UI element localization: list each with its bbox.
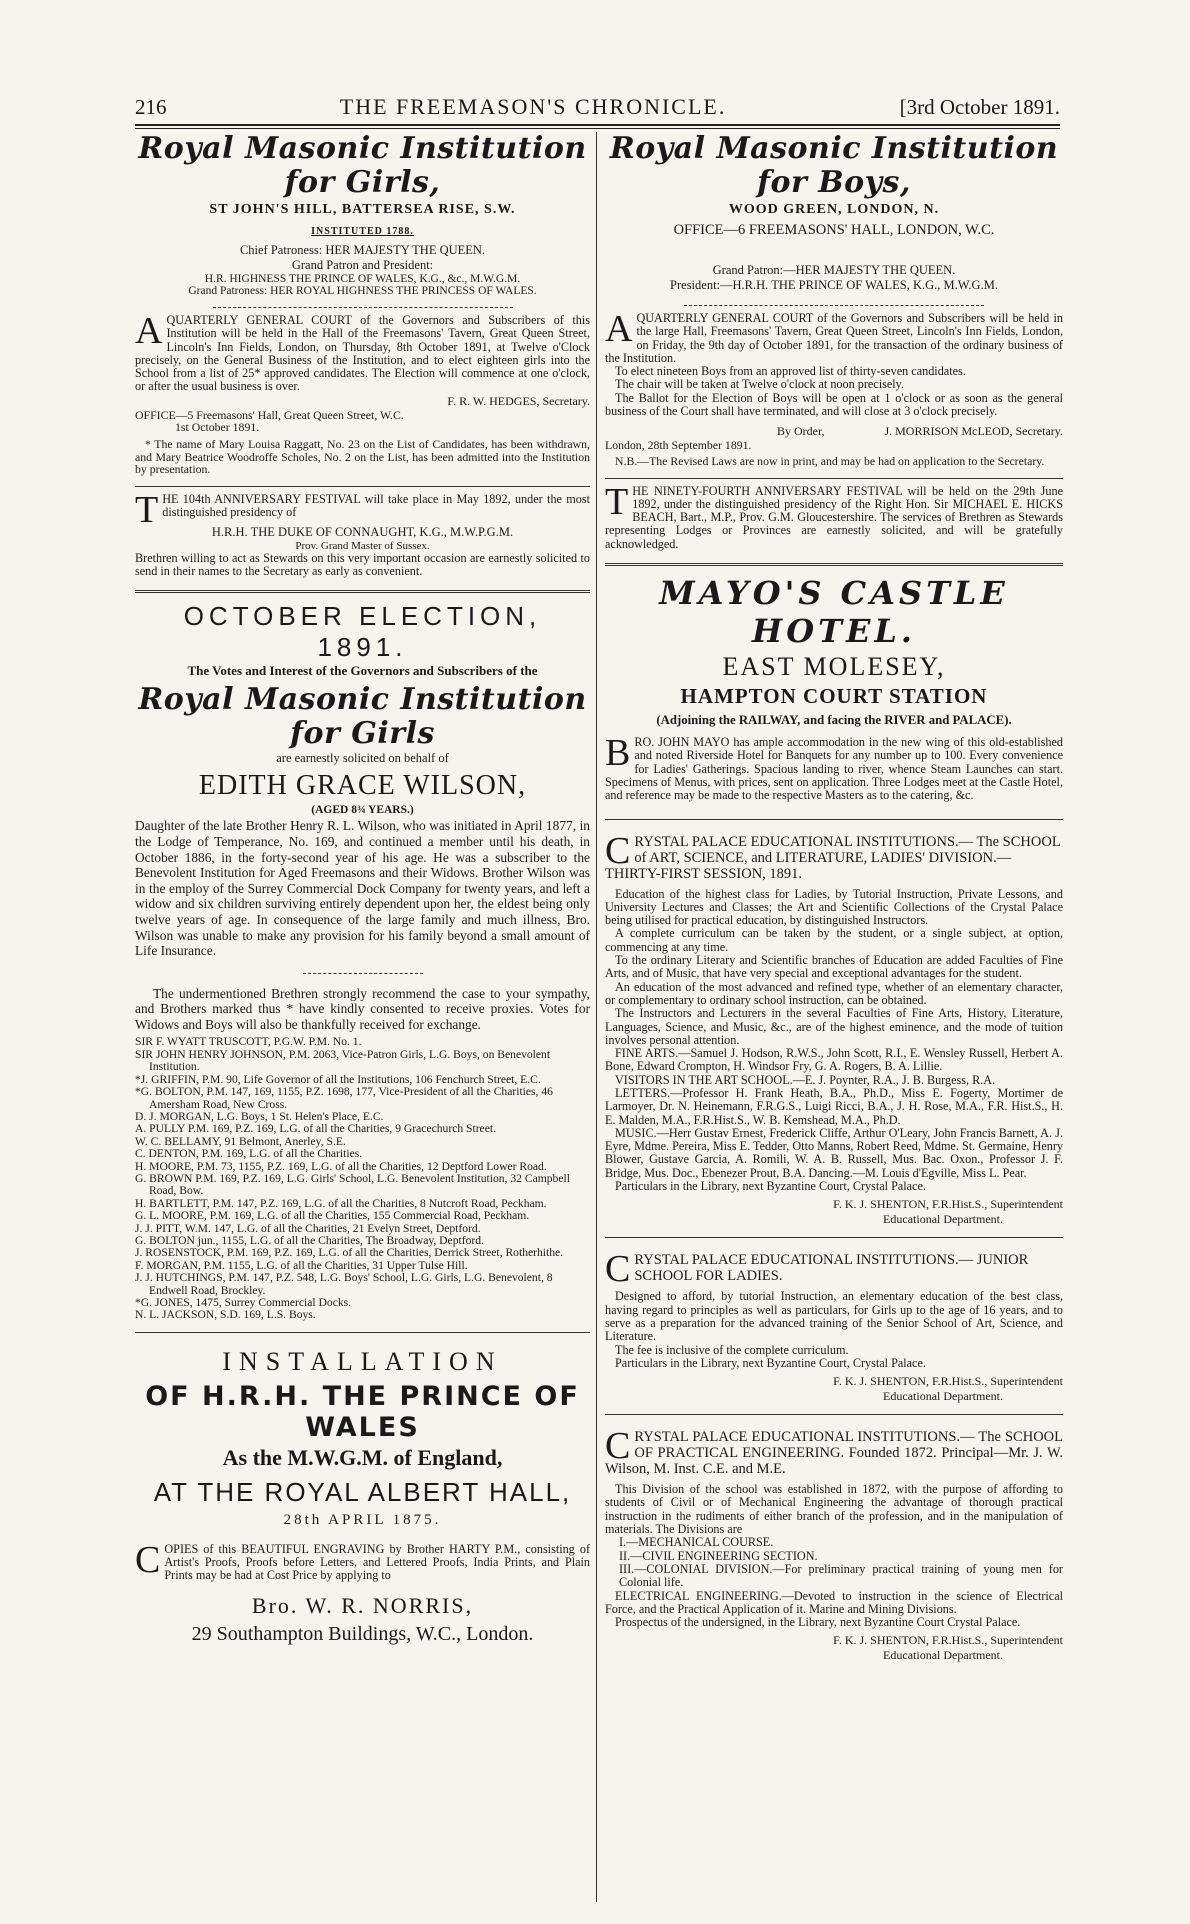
list-item: MUSIC.—Herr Gustav Ernest, Frederick Cliffe, Arthur O'Leary, John Francis Barnett, A. J. Eyre, Mdme. Pereira, Miss E. Tedder, Otto Manns, Robert Reed, Mdme. St. Germaine, Henry Blower, Gustave Garcia, A. Romili, W. A. B. Russell, Mus. Bac. Oxon., Professor J. F. Bridge, Mus. Doc., Ebenezer Prout, B.A. Dancing.—M. Louis d'Egville, Miss L. Pear. <box>605 1125 1063 1180</box>
separator <box>605 478 1063 479</box>
crystal2-department: Educational Department. <box>883 1389 1003 1404</box>
girls-patron: H.R. HIGHNESS THE PRINCE OF WALES, K.G., &c., M.W.G.M. <box>204 273 521 285</box>
dropcap: B <box>605 732 631 775</box>
dropcap: C <box>605 1425 631 1468</box>
crystal1-heading-block <box>605 829 1063 882</box>
crystal2-signature: F. K. J. SHENTON, F.R.Hist.S., Superintendent <box>833 1374 1063 1389</box>
dropcap: C <box>605 1248 631 1291</box>
girls-office-date: 1st October 1891. <box>175 420 260 435</box>
installation-copies-text: OPIES of this BEAUTIFUL ENGRAVING by Brother HARTY P.M., consisting of Artist's Proofs, Proofs before Letters, and Lettered Proofs, India Prints, and Plain Prints may be had at Cost Price by applying to <box>164 1541 590 1583</box>
list-item: J. ROSENSTOCK, P.M. 169, P.Z. 169, L.G. of all the Charities, Derrick Street, Rotherhithe. <box>135 1246 564 1260</box>
boys-office: OFFICE—6 FREEMASONS' HALL, LONDON, W.C. <box>673 222 995 238</box>
girls-festival-text: HE 104th ANNIVERSARY FESTIVAL will take place in May 1892, under the most distinguished presidency of <box>162 491 590 520</box>
girls-court-text: QUARTERLY GENERAL COURT of the Governors and Subscribers of this Institution will be held in the Hall of the Freemasons' Tavern, Great Queen Street, Lincoln's Inn Fields, London, on Thursday, 8th October 1891, at Twelve o'Clock precisely, on the General Business of the Institution, and to elect eighteen girls into the School from a list of 25* approved candidates. The Election will commence at one o'clock, or after the usual business is over. <box>135 313 590 394</box>
girls-instituted: INSTITUTED 1788. <box>311 226 414 237</box>
crystal3-heading: RYSTAL PALACE EDUCATIONAL INSTITUTIONS.— The SCHOOL OF PRACTICAL ENGINEERING. Founded 1872. Principal—Mr. J. W. Wilson, M. Inst. C.E. and M.E. <box>605 1429 1063 1478</box>
list-item: An education of the most advanced and refined type, whether of an elementary character, or complementary to ordinary school instruction, can be obtained. <box>605 979 1063 1007</box>
boys-festival-text: HE NINETY-FOURTH ANNIVERSARY FESTIVAL will be held on the 29th June 1892, under the distinguished presidency of the Right Hon. Sir MICHAEL E. HICKS BEACH, Bart., M.P., Prov. G.M. Gloucestershire. The services of Brethren as Stewards representing Lodges or Provinces are earnestly solicited, and will be gratefully acknowledged. <box>605 483 1063 551</box>
list-item: D. J. MORGAN, L.G. Boys, 1 St. Helen's Place, E.C. <box>135 1109 384 1123</box>
brethren-list <box>135 1036 590 1321</box>
candidate-age: (AGED 8¾ YEARS.) <box>311 804 414 817</box>
list-item: H. MOORE, P.M. 73, 1155, P.Z. 169, L.G. of all the Charities, 12 Deptford Lower Road. <box>135 1159 547 1173</box>
installation-advert <box>135 1347 590 1646</box>
list-item: II.—CIVIL ENGINEERING SECTION. <box>619 1548 818 1563</box>
boys-festival-notice <box>605 480 1063 551</box>
boys-court-text: QUARTERLY GENERAL COURT of the Governors and Subscribers will be held in the large Hall, Freemasons' Tavern, Great Queen Street, Lincoln's Inn Fields, London, on Friday, the 9th day of October 1891, for the transaction of the ordinary business of the Institution. <box>605 311 1063 365</box>
list-item: I.—MECHANICAL COURSE. <box>619 1535 774 1550</box>
list-item: A. PULLY P.M. 169, P.Z. 169, L.G. of all the Charities, 9 Gracechurch Street. <box>135 1122 496 1136</box>
boys-by-order: By Order, <box>776 424 825 439</box>
girls-festival-prov: Prov. Grand Master of Sussex. <box>295 539 430 552</box>
crystal1-heading: RYSTAL PALACE EDUCATIONAL INSTITUTIONS.— The SCHOOL of ART, SCIENCE, and LITERATURE, LADIES' DIVISION.—THIRTY-FIRST SESSION, 1891. <box>605 833 1061 882</box>
installation-prince: OF H.R.H. THE PRINCE OF WALES <box>145 1380 580 1443</box>
boys-order <box>605 424 1063 439</box>
left-column <box>135 132 590 1902</box>
list-item: SIR F. WYATT TRUSCOTT, P.G.W. P.M. No. 1. <box>135 1035 362 1049</box>
right-column <box>605 132 1063 1902</box>
girls-address: ST JOHN'S HILL, BATTERSEA RISE, S.W. <box>209 202 516 217</box>
crystal-palace-engineering-school <box>605 1425 1063 1663</box>
mayo-hotel-advert <box>605 574 1063 802</box>
girls-office: OFFICE—5 Freemasons' Hall, Great Queen Street, W.C. <box>135 407 404 422</box>
list-item: A complete curriculum can be taken by the student, or a single subject, at option, commencing at any time. <box>605 926 1063 954</box>
list-item: Education of the highest class for Ladies, by Tutorial Instruction, Private Lessons, and University Lectures and Classes; the Art and Scientific Collections of the Crystal Palace being utilised for practical education, by distinguished Instructors. <box>605 886 1063 928</box>
separator <box>303 973 423 974</box>
separator <box>605 563 1063 566</box>
girls-patron-label: Grand Patron and President: <box>291 258 434 272</box>
crystal-palace-junior-school <box>605 1248 1063 1404</box>
separator <box>605 819 1063 820</box>
crystal3-prospectus: Prospectus of the undersigned, in the Library, next Byzantine Court Crystal Palace. <box>615 1615 1021 1630</box>
mayo-station: HAMPTON COURT STATION <box>680 684 988 709</box>
election-solicited: are earnestly solicited on behalf of <box>276 751 449 766</box>
crystal1-signature: F. K. J. SHENTON, F.R.Hist.S., Superintendent <box>833 1197 1063 1212</box>
separator <box>135 486 590 487</box>
list-item: W. C. BELLAMY, 91 Belmont, Anerley, S.E. <box>135 1134 346 1148</box>
girls-chief-patroness: Chief Patroness: HER MAJESTY THE QUEEN. <box>239 243 486 257</box>
list-item: G. BOLTON jun., 1155, L.G. of all the Charities, The Broadway, Deptford. <box>135 1233 484 1247</box>
girls-institution-notice <box>135 132 590 578</box>
crystal3-electrical: ELECTRICAL ENGINEERING.—Devoted to instruction in the science of Electrical Force, and the Practical Application of it. Marine and Mining Divisions. <box>605 1588 1063 1616</box>
boys-court-notice <box>605 308 1063 365</box>
girls-note: * The name of Mary Louisa Raggatt, No. 23 on the List of Candidates, has been withdrawn, and Mary Beatrice Woodroffe Scholes, No. 2 on the List, has been admitted into the Institution by presentation. <box>135 436 590 477</box>
girls-grand-patroness: Grand Patroness: HER ROYAL HIGHNESS THE PRINCESS OF WALES. <box>188 285 537 297</box>
girls-festival-stewards: Brethren willing to act as Stewards on this very important occasion are earnestly solicited to send in their names to the Secretary as early as convenient. <box>135 550 590 579</box>
list-item: *J. GRIFFIN, P.M. 90, Life Governor of all the Institutions, 106 Fenchurch Street, E.C. <box>135 1072 541 1086</box>
separator <box>213 307 513 308</box>
dropcap: C <box>135 1538 161 1581</box>
list-item: VISITORS IN THE ART SCHOOL.—E. J. Poynter, R.A., J. B. Burgess, R.A. <box>615 1072 996 1087</box>
installation-bro: Bro. W. R. NORRIS, <box>251 1592 474 1618</box>
separator <box>135 590 590 593</box>
dropcap: C <box>605 829 631 872</box>
crystal1-department: Educational Department. <box>883 1212 1003 1227</box>
candidate-bio: Daughter of the late Brother Henry R. L. Wilson, who was initiated in April 1877, in the Lodge of Temperance, No. 169, and continued a member until his death, in October 1886, in the forty-second year of his age. He was a subscriber to the Benevolent Institution for Aged Freemasons and their Widows. Brother Wilson was in the employ of the Surrey Commercial Dock Company for twenty years, and left a widow and six children surviving entirely dependent upon her, the eldest being only twelve years of age. In consequence of the large family and much illness, Bro. Wilson was unable to make any provision for his family beyond a small amount of Life Insurance. <box>135 818 590 959</box>
crystal2-heading-block <box>605 1248 1063 1291</box>
crystal3-intro: This Division of the school was established in 1872, with the purpose of affording to students of Civil or of Mechanical Engineering the advantage of thorough practical instruction in the rudiments of either branch of the profession, and in the manipulation of materials. The Divisions are <box>605 1482 1063 1537</box>
mayo-text: RO. JOHN MAYO has ample accommodation in the new wing of this old-established and noted Riverside Hotel for Banquets for any number up to 100. Every convenience for Ladies' Gatherings. Spacious landing to river, whence Steam Launches can start. Specimens of Menus, with prices, sent on application. Three Lodges meet at the Castle Hotel, and reference may be made to the respective Masters as to the catering, &c. <box>605 735 1063 803</box>
boys-ballot: The Ballot for the Election of Boys will be open at 1 o'clock or as soon as the general business of the Court shall have terminated, and will close at 3 o'clock precisely. <box>605 390 1063 419</box>
list-item: Particulars in the Library, next Byzantine Court, Crystal Palace. <box>615 1355 926 1370</box>
crystal3-heading-block <box>605 1425 1063 1478</box>
list-item: *G. JONES, 1475, Surrey Commercial Docks. <box>135 1296 352 1309</box>
list-item: Particulars in the Library, next Byzantine Court, Crystal Palace. <box>615 1179 926 1194</box>
election-title: OCTOBER ELECTION, 1891. <box>183 601 542 663</box>
boys-nb: N.B.—The Revised Laws are now in print, and may be had on application to the Secretary. <box>615 453 1045 468</box>
installation-as: As the M.W.G.M. of England, <box>222 1444 503 1470</box>
list-item: FINE ARTS.—Samuel J. Hodson, R.W.S., John Scott, R.I., E. Wensley Russell, Herbert A. Bone, Edward Crompton, H. Windsor Fry, G. A. Rogers, B. A. Lillie. <box>605 1046 1063 1074</box>
installation-date: 28th APRIL 1875. <box>283 1511 442 1528</box>
crystal1-paragraphs <box>605 888 1063 1194</box>
list-item: N. L. JACKSON, S.D. 169, L.S. Boys. <box>135 1308 316 1322</box>
issue-date: [3rd October 1891. <box>899 95 1060 119</box>
boys-address: WOOD GREEN, LONDON, N. <box>728 202 940 217</box>
list-item: III.—COLONIAL DIVISION.—For preliminary practical training of young men for Colonial life. <box>619 1561 1063 1590</box>
header-rule-thin <box>135 128 1060 129</box>
mayo-text-block <box>605 732 1063 803</box>
newspaper-title: THE FREEMASON'S CHRONICLE. <box>339 94 727 119</box>
election-recommend: The undermentioned Brethren strongly recommend the case to your sympathy, and Brothers marked thus * have kindly consented to receive proxies. Votes for Widows and Boys will also be thankfully received for exchange. <box>135 985 590 1032</box>
installation-hall: AT THE ROYAL ALBERT HALL, <box>153 1476 572 1507</box>
dropcap: A <box>135 310 163 352</box>
crystal3-department: Educational Department. <box>883 1648 1003 1663</box>
boys-elect: To elect nineteen Boys from an approved list of thirty-seven candidates. <box>615 364 966 379</box>
election-institution: Royal Masonic Institution for Girls <box>138 682 587 752</box>
boys-patron: Grand Patron:—HER MAJESTY THE QUEEN. <box>712 263 956 277</box>
list-item: *G. BOLTON, P.M. 147, 169, 1155, P.Z. 1698, 177, Vice-President of all the Charities, 46 Amersham Road, New Cross. <box>135 1085 553 1111</box>
mayo-title: MAYO'S CASTLE HOTEL. <box>659 574 1009 651</box>
separator <box>605 1237 1063 1238</box>
column-divider <box>596 132 597 1902</box>
candidate-name: EDITH GRACE WILSON, <box>198 770 527 802</box>
separator <box>135 1332 590 1333</box>
crystal3-divisions <box>605 1536 1063 1589</box>
crystal2-paragraphs <box>605 1290 1063 1370</box>
boys-date: London, 28th September 1891. <box>605 438 752 453</box>
list-item: To the ordinary Literary and Scientific branches of Education are added Faculties of Fine Arts, and of Music, that have very special and exceptional advantages for the student. <box>605 953 1063 981</box>
crystal2-heading: RYSTAL PALACE EDUCATIONAL INSTITUTIONS.— JUNIOR SCHOOL FOR LADIES. <box>634 1252 1029 1285</box>
boys-president: President:—H.R.H. THE PRINCE OF WALES, K.G., M.W.G.M. <box>670 278 998 292</box>
separator <box>684 305 984 306</box>
mayo-adjoining: (Adjoining the RAILWAY, and facing the RIVER and PALACE). <box>656 713 1012 728</box>
list-item: The fee is inclusive of the complete curriculum. <box>615 1342 849 1357</box>
boys-institution-title: Royal Masonic Institution for Boys, <box>609 132 1059 200</box>
election-notice <box>135 601 590 1321</box>
list-item: F. MORGAN, P.M. 1155, L.G. of all the Charities, 31 Upper Tulse Hill. <box>135 1258 468 1272</box>
election-votes: The Votes and Interest of the Governors and Subscribers of the <box>187 663 538 679</box>
list-item: The Instructors and Lecturers in the several Faculties of Fine Arts, History, Literature, Languages, Science, and Music, &c., are of the highest eminence, and the mode of tuition involves personal attention. <box>605 1006 1063 1047</box>
boys-institution-notice <box>605 132 1063 551</box>
header-rule <box>135 124 1060 126</box>
list-item: H. BARTLETT, P.M. 147, P.Z. 169, L.G. of all the Charities, 8 Nutcroft Road, Peckham. <box>135 1196 547 1210</box>
dropcap: T <box>605 480 629 523</box>
list-item: LETTERS.—Professor H. Frank Heath, B.A., Ph.D., Miss E. Fogerty, Mortimer de Larmoyer, Dr. N. Heinemann, F.R.G.S., Luigi Ricci, B.A., J. H. Rose, M.A., F.R. Hist.S., H. E. Malden, M.A., F.R.Hist.S., W. B. Kemshead, M.A., Ph.D. <box>605 1085 1063 1127</box>
crystal-palace-art-school <box>605 829 1063 1228</box>
dropcap: T <box>135 488 159 531</box>
girls-festival-duke: H.R.H. THE DUKE OF CONNAUGHT, K.G., M.W.P.G.M. <box>211 524 514 539</box>
boys-chair: The chair will be taken at Twelve o'clock at noon precisely. <box>615 377 904 392</box>
girls-institution-title: Royal Masonic Institution for Girls, <box>138 132 587 200</box>
dropcap: A <box>605 308 633 350</box>
page-number: 216 <box>135 95 167 119</box>
separator <box>605 1414 1063 1415</box>
girls-secretary-signature: F. R. W. HEDGES, Secretary. <box>447 393 590 408</box>
list-item: Designed to afford, by tutorial Instruction, an elementary education of the best class, having regard to principles as well as particulars, for Girls up to the age of 16 years, and to serve as a preparation for the advanced training of the Senior School of Art, Science, and Literature. <box>605 1289 1063 1344</box>
girls-court-notice <box>135 310 590 394</box>
list-item: SIR JOHN HENRY JOHNSON, P.M. 2063, Vice-Patron Girls, L.G. Boys, on Benevolent Institution. <box>135 1047 551 1074</box>
girls-festival-notice <box>135 488 590 531</box>
list-item: C. DENTON, P.M. 169, L.G. of all the Charities. <box>135 1147 363 1161</box>
boys-secretary-signature: J. MORRISON McLEOD, Secretary. <box>884 424 1063 439</box>
list-item: J. J. HUTCHINGS, P.M. 147, P.Z. 548, L.G. Boys' School, L.G. Girls, L.G. Benevolent, 8 Endwell Road, Brockley. <box>135 1271 553 1297</box>
crystal3-signature: F. K. J. SHENTON, F.R.Hist.S., Superintendent <box>833 1633 1063 1648</box>
list-item: G. L. MOORE, P.M. 169, L.G. of all the Charities, 155 Commercial Road, Peckham. <box>135 1209 530 1223</box>
masthead <box>135 96 1060 120</box>
installation-title: INSTALLATION <box>222 1346 503 1376</box>
list-item: G. BROWN P.M. 169, P.Z. 169, L.G. Girls' School, L.G. Benevolent Institution, 32 Campbell Road, Bow. <box>135 1171 570 1198</box>
installation-copies <box>135 1538 590 1583</box>
mayo-place: EAST MOLESEY, <box>722 652 946 682</box>
list-item: J. J. PITT, W.M. 147, L.G. of all the Charities, 21 Evelyn Street, Deptford. <box>135 1221 481 1235</box>
installation-address: 29 Southampton Buildings, W.C., London. <box>191 1622 534 1645</box>
